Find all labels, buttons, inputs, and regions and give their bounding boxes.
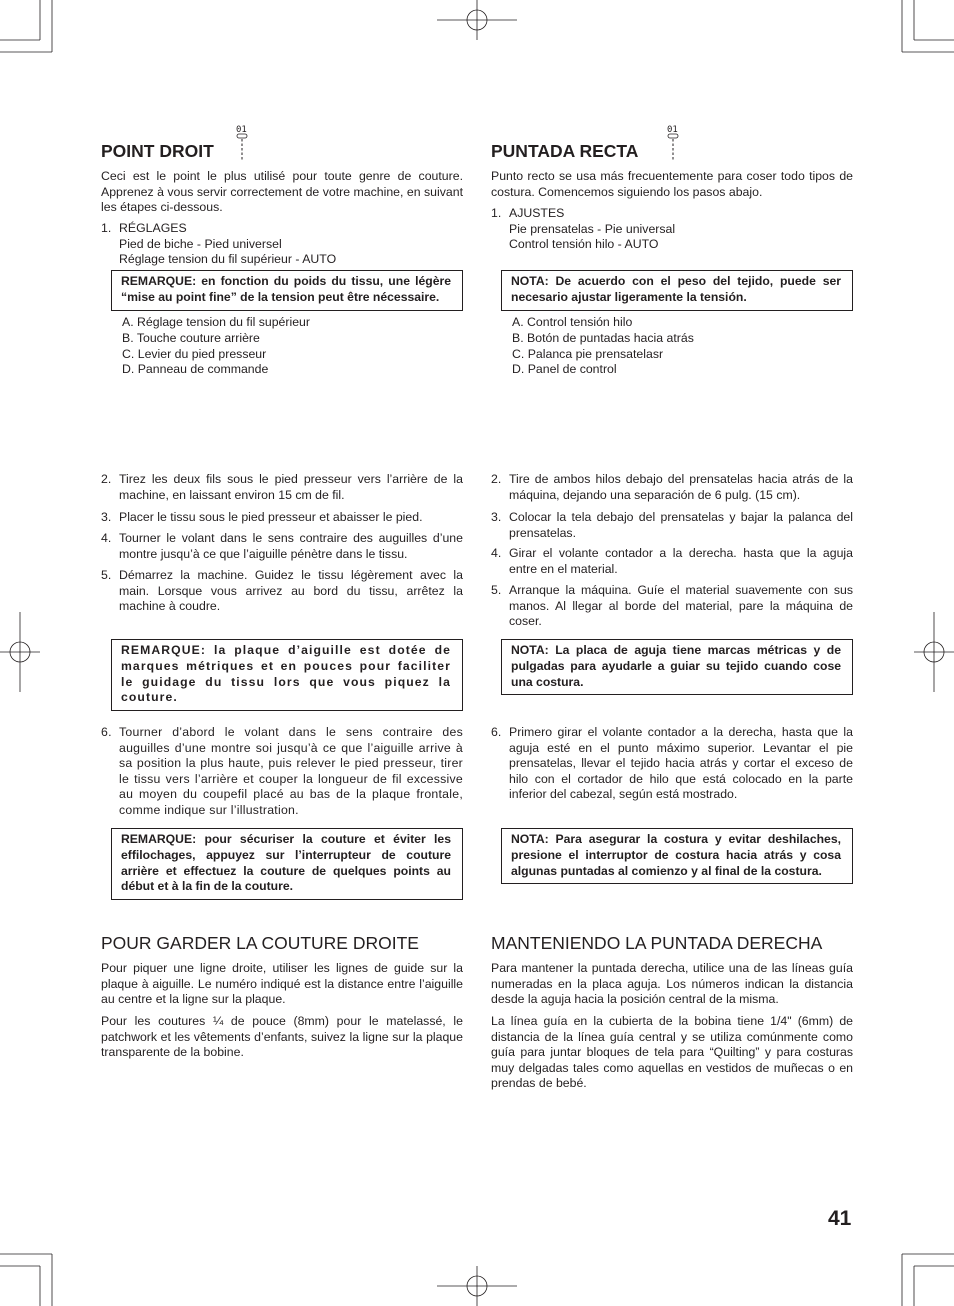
intro-fr: Ceci est le point le plus utilisé pour toute genre de couture. Apprenez à vous servir correctement de votre machine, en suivant les étapes ci-dessous. — [101, 169, 463, 215]
note-fr-3: REMARQUE: pour sécuriser la couture et éviter les effilochages, appuyez sur l’interrupteur de couture arrière et effectuez la couture de quelques points au début et à la fin de la couture. — [111, 828, 463, 900]
step-4-fr: 4. Tourner le volant dans le sens contraire des auguilles d’une montre jusqu’à ce que l’aiguille pénètre dans le tissu. — [101, 531, 463, 561]
stitch-icon-es — [664, 123, 684, 168]
step-6-fr: 6. Tourner d’abord le volant dans le sens contraire des auguilles d’une montre soi jusqu’à ce que l’aiguille arrive à sa position la plus haute, puis relever le pied presseur, tirer le tissu vers l’arrière et couper la longueur de fil excessive au moyen du coupefil placé au bas de la plaque frontale, comme indique sur l’illustration. — [101, 725, 463, 817]
section-title-fr: POINT DROIT — [101, 141, 214, 161]
note-es-2: NOTA: La placa de aguja tiene marcas métricas y de pulgadas para ayudarle a guiar su tejido cuando cose una costura. — [501, 639, 853, 695]
page-number: 41 — [828, 1207, 852, 1230]
step-3-es: 3. Colocar la tela debajo del prensatelas y bajar la palanca del prensatelas. — [491, 510, 853, 540]
stitch-code-es: 01 — [667, 125, 678, 135]
step-6-es: 6. Primero girar el volante contador a la derecha, hasta que la aguja esté en el punto máximo superior. Levantar el pie prensatelas, llevar el tejido hacia atrás y cortar el exceso de hilo con el cortador de hilo que está colocado en la parte inferior del cabezal, según está mostrado. — [491, 725, 853, 802]
section2-title-es: MANTENIENDO LA PUNTADA DERECHA — [491, 933, 823, 953]
intro-es: Punto recto se usa más frecuentemente para coser todo tipos de costura. Comencemos siguiendo los pasos abajo. — [491, 169, 853, 199]
parts-list-es: A. Control tensión hilo B. Botón de puntadas hacia atrás C. Palanca pie prensatelasr D. Panel de control — [512, 315, 694, 377]
step-3-fr: 3. Placer le tissu sous le pied presseur et abaisser le pied. — [101, 510, 423, 524]
note-fr-1: REMARQUE: en fonction du poids du tissu, une légère “mise au point fine” de la tension peut être nécessaire. — [111, 270, 463, 311]
section2-title-fr: POUR GARDER LA COUTURE DROITE — [101, 933, 419, 953]
parts-list-fr: A. Réglage tension du fil supérieur B. Touche couture arrière C. Levier du pied presseur D. Panneau de commande — [122, 315, 310, 377]
stitch-code-fr: 01 — [236, 125, 247, 135]
step-2-fr: 2. Tirez les deux fils sous le pied presseur vers l’arrière de la machine, en laissant environ 15 cm de fil. — [101, 472, 463, 502]
section2-p2-fr: Pour les coutures ¼ de pouce (8mm) pour le matelassé, le patchwork et les vêtements d’enfants, suivez la ligne sur la plaque transparente de la bobine. — [101, 1014, 463, 1060]
step-1-es: 1. AJUSTES Pie prensatelas - Pie universal Control tensión hilo - AUTO — [491, 206, 676, 252]
note-es-1: NOTA: De acuerdo con el peso del tejido, puede ser necesario ajustar ligeramente la tensión. — [501, 270, 853, 311]
section-title-es: PUNTADA RECTA — [491, 141, 639, 161]
note-fr-2: REMARQUE: la plaque d’aiguille est dotée de marques métriques et en pouces pour faciliter le guidage du tissu lors que vous piquez la couture. — [111, 639, 463, 711]
section2-p1-es: Para mantener la puntada derecha, utilice una de las líneas guía numeradas en la placa aguja. Los números indican la distancia desde la aguja hacia la posición central de la misma. — [491, 961, 853, 1007]
step-4-es: 4. Girar el volante contador a la derecha. hasta que la aguja entre en el material. — [491, 546, 853, 576]
note-es-3: NOTA: Para asegurar la costura y evitar deshilaches, presione el interruptor de costura hacia atrás y cosa algunas puntadas al comienzo y al final de la costura. — [501, 828, 853, 884]
section2-p2-es: La línea guía en la cubierta de la bobina tiene 1/4" (6mm) de distancia de la línea guía central y se utiliza comúnmente como guía para juntar bloques de tela para “Quilting” y para costuras muy delgadas tales como aquellas en vestidos de muñecas o en prendas de bebé. — [491, 1014, 853, 1091]
step-2-es: 2. Tire de ambos hilos debajo del prensatelas hacia atrás de la máquina, dejando una separación de 6 pulg. (15 cm). — [491, 472, 853, 502]
stitch-icon-fr — [233, 123, 253, 168]
step-5-fr: 5. Démarrez la machine. Guidez le tissu légèrement avec la main. Lorsque vous arrivez au bord du tissu, arrêtez la machine à coudre. — [101, 568, 463, 614]
section2-p1-fr: Pour piquer une ligne droite, utiliser les lignes de guide sur la plaque à aiguille. Le numéro indiqué est la distance entre l’aiguille au centre et la ligne sur la plaque. — [101, 961, 463, 1007]
step-1-fr: 1. RÉGLAGES Pied de biche - Pied universel Réglage tension du fil supérieur - AUTO — [101, 221, 337, 267]
step-5-es: 5. Arranque la máquina. Guíe el material suavemente con sus manos. Al llegar al borde del material, pare la máquina de coser. — [491, 583, 853, 629]
